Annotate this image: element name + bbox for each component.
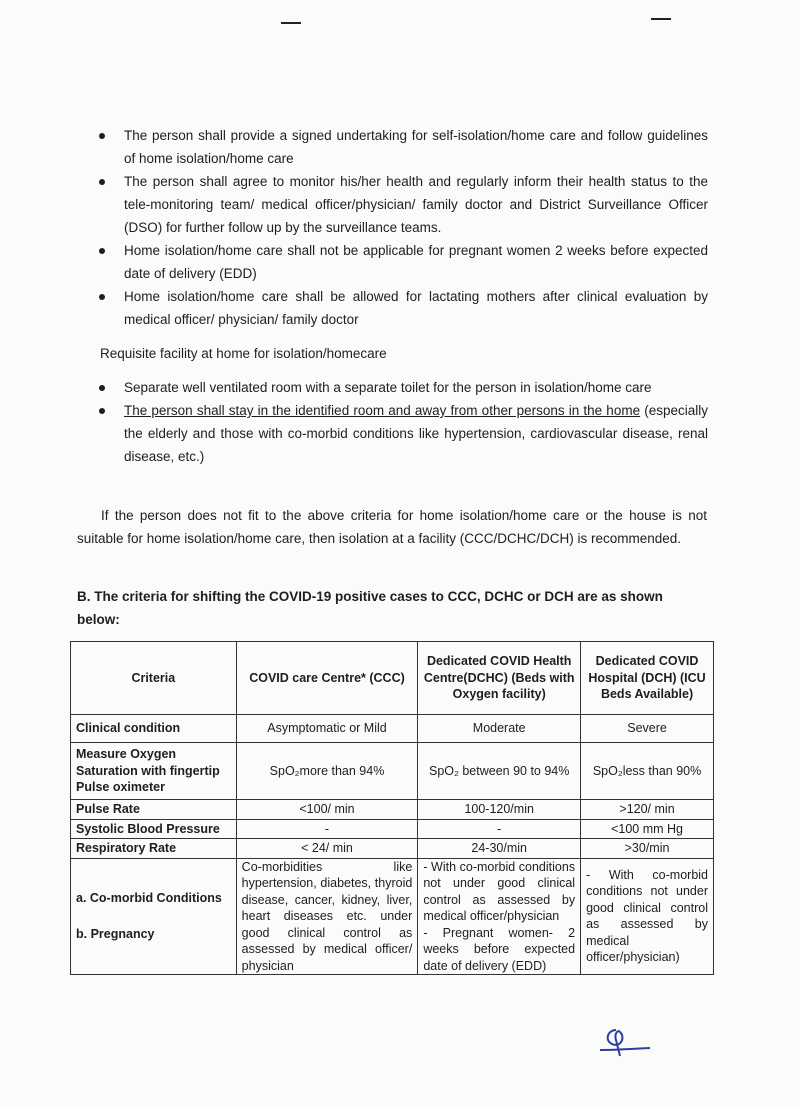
facility-heading: Requisite facility at home for isolation/homecare [100,346,387,361]
row-ccc: < 24/ min [236,839,418,859]
row-dch: <100 mm Hg [581,819,714,839]
row-criteria: Clinical condition [71,715,237,743]
bullet-dot [99,248,105,254]
scan-mark-right [651,18,671,20]
row-dchc: 100-120/min [418,800,581,820]
list-item: The person shall provide a signed undertaking for self-isolation/home care and follow guidelines of home isolation/home care [96,124,708,170]
header-dch: Dedicated COVID Hospital (DCH) (ICU Beds Available) [581,642,714,715]
header-ccc: COVID care Centre* (CCC) [236,642,418,715]
row-dch: - With co-morbid conditions not under good clinical control as assessed by medical officer/physician) [581,858,714,975]
spacer [76,906,231,926]
table-row [71,858,714,975]
row-dchc [418,858,581,975]
criteria-table [70,641,714,975]
scan-mark-left [281,22,301,24]
table-row [71,800,714,820]
bullet-dot [99,133,105,139]
list-item: The person shall agree to monitor his/her health and regularly inform their health status to the tele-monitoring team/ medical officer/physician/ family doctor and District Surveillance Officer (DSO) for further follow up by the surveillance teams. [96,170,708,239]
row-ccc: SpO₂more than 94% [236,743,418,800]
row-ccc: Co-morbidities like hypertension, diabetes, thyroid disease, cancer, kidney, liver, heart diseases etc. under good clinical control as assessed by medical officer/ physician [236,858,418,975]
row-dch: Severe [581,715,714,743]
row-criteria: Systolic Blood Pressure [71,819,237,839]
row-ccc: <100/ min [236,800,418,820]
list-item: Home isolation/home care shall be allowed for lactating mothers after clinical evaluation by medical officer/ physician/ family doctor [96,285,708,331]
row-dchc: 24-30/min [418,839,581,859]
row-dchc: Moderate [418,715,581,743]
dchc-comorbid-text: - With co-morbid conditions not under good clinical control as assessed by medical officer/physician [423,859,576,923]
section-b-heading: B. The criteria for shifting the COVID-19 positive cases to CCC, DCHC or DCH are as shown below: [77,589,663,627]
row-ccc: - [236,819,418,839]
table-row [71,715,714,743]
header-criteria: Criteria [71,642,237,715]
bullet-dot [99,179,105,185]
criteria-comorbid-label: a. Co-morbid Conditions [76,890,222,905]
row-dch: >30/min [581,839,714,859]
list-item: The person shall stay in the identified room and away from other persons in the home (especially the elderly and those with co-morbid conditions like hypertension, cardiovascular disease, renal disease, etc.) [96,399,708,468]
underlined-text: The person shall stay in the identified room and away from other persons in the home [124,403,641,418]
row-criteria: Respiratory Rate [71,839,237,859]
facility-bullet-list [96,376,708,468]
bullet-dot [99,408,105,414]
row-dchc: - [418,819,581,839]
list-item: Home isolation/home care shall not be applicable for pregnant women 2 weeks before expected date of delivery (EDD) [96,239,708,285]
table-row [71,743,714,800]
row-dch: >120/ min [581,800,714,820]
row-criteria-comorbid [71,858,237,975]
row-ccc: Asymptomatic or Mild [236,715,418,743]
dchc-pregnancy-text: - Pregnant women- 2 weeks before expected date of delivery (EDD) [423,925,576,973]
bullet-dot [99,385,105,391]
eligibility-bullet-list [96,124,708,331]
row-criteria: Measure Oxygen Saturation with fingertip Pulse oximeter [71,743,237,800]
criteria-pregnancy-label: b. Pregnancy [76,927,155,942]
table-row [71,819,714,839]
signature-initials [592,1020,662,1070]
table-row [71,839,714,859]
bullet-dot [99,294,105,300]
table-header-row [71,642,714,715]
row-criteria: Pulse Rate [71,800,237,820]
row-dch: SpO₂less than 90% [581,743,714,800]
row-dchc: SpO₂ between 90 to 94% [418,743,581,800]
fit-paragraph: If the person does not fit to the above criteria for home isolation/home care or the house is not suitable for home isolation/home care, then isolation at a facility (CCC/DCHC/DCH) is recommended. [77,508,707,546]
header-dchc: Dedicated COVID Health Centre(DCHC) (Beds with Oxygen facility) [418,642,581,715]
list-item: Separate well ventilated room with a separate toilet for the person in isolation/home care [96,376,708,399]
